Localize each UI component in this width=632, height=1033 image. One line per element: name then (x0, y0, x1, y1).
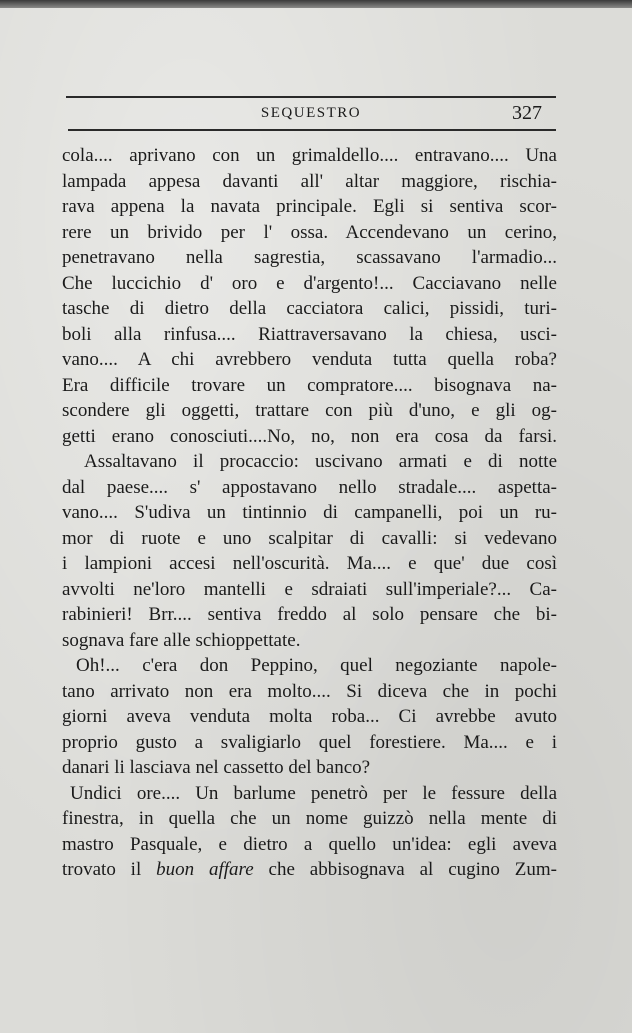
text-line: Undici ore.... Un barlume penetrò per le fessure della (70, 782, 557, 804)
text-line: lampada appesa davanti all' altar maggiore, rischia- (62, 170, 557, 192)
text-line: tano arrivato non era molto.... Si diceva che in pochi (62, 680, 557, 702)
running-header (66, 88, 556, 136)
text-line: i lampioni accesi nell'oscurità. Ma.... e que' due così (62, 553, 557, 574)
text-line: Era difficile trovare un compratore.... bisognava na- (62, 374, 557, 396)
scan-top-edge (0, 0, 632, 8)
text-line: mor di ruote e uno scalpitar di cavalli: si vedevano (62, 527, 557, 549)
text-line: proprio gusto a svaligiarlo quel forestiere. Ma.... e i (62, 731, 557, 753)
text-line: scondere gli oggetti, trattare con più d'uno, e gli og- (62, 400, 557, 421)
text-line: penetravano nella sagrestia, scassavano l'armadio... (62, 247, 557, 268)
running-title: SEQUESTRO (260, 105, 362, 121)
header-rule-bottom (68, 129, 556, 131)
text-line: cola.... aprivano con un grimaldello.... entravano.... Una (62, 145, 557, 166)
page-number: 327 (512, 102, 542, 124)
text-line: vano.... A chi avrebbero venduta tutta quella roba? (62, 349, 557, 370)
text-line-last (62, 857, 557, 883)
text-line: boli alla rinfusa.... Riattraversavano la chiesa, usci- (62, 323, 557, 345)
text-line: danari li lasciava nel cassetto del banco? (62, 757, 371, 778)
text-line: rava appena la navata principale. Egli si sentiva scor- (62, 196, 557, 217)
italic-phrase: buon affare (156, 859, 254, 880)
text-line: sognava fare alle schioppettate. (62, 629, 301, 651)
text-line: Assaltavano il procaccio: uscivano armati e di notte (84, 451, 557, 472)
text-span: che abbisognava al cugino Zum- (253, 859, 557, 880)
text-line: dal paese.... s' appostavano nello stradale.... aspetta- (62, 476, 557, 498)
text-line: mastro Pasquale, e dietro a quello un'idea: egli aveva (62, 833, 557, 855)
text-line: vano.... S'udiva un tintinnio di campanelli, poi un ru- (62, 502, 557, 523)
body-text (62, 143, 557, 883)
text-span: trovato il (62, 859, 157, 880)
text-line: Oh!... c'era don Peppino, quel negoziante napole- (76, 655, 557, 676)
text-line: getti erano conosciuti....No, no, non era cosa da farsi. (62, 425, 557, 447)
text-line: finestra, in quella che un nome guizzò nella mente di (62, 808, 557, 829)
text-line: rabinieri! Brr.... sentiva freddo al solo pensare che bi- (62, 604, 557, 625)
text-line: Che luccichio d' oro e d'argento!... Cacciavano nelle (62, 272, 557, 294)
text-line: giorni aveva venduta molta roba... Ci avrebbe avuto (62, 706, 557, 727)
text-line: tasche di dietro della cacciatora calici, pissidi, turi- (62, 298, 557, 319)
text-line: avvolti ne'loro mantelli e sdraiati sull'imperiale?... Ca- (62, 578, 557, 600)
header-rule-top (66, 96, 556, 98)
text-line: rere un brivido per l' ossa. Accendevano un cerino, (62, 221, 557, 243)
